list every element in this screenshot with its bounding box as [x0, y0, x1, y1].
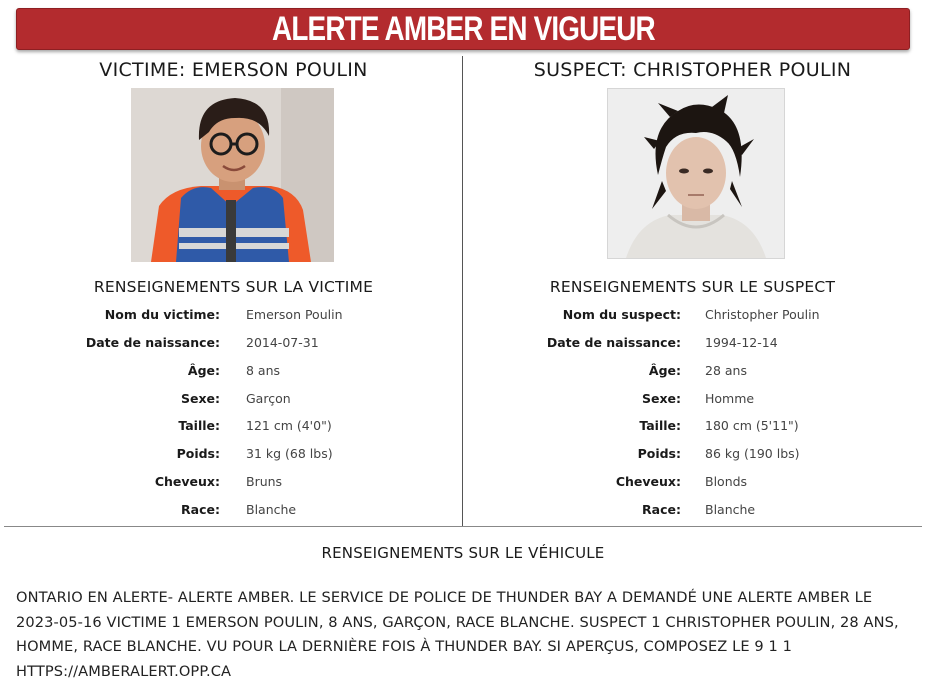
info-value: Emerson Poulin: [246, 307, 343, 322]
victim-row-race: [4, 502, 463, 522]
info-label: Race:: [642, 502, 681, 517]
alert-banner-title: ALERTE AMBER EN VIGUEUR: [271, 9, 655, 48]
info-label: Race:: [181, 502, 220, 517]
vehicle-info-title: RENSEIGNEMENTS SUR LE VÉHICULE: [321, 544, 605, 562]
info-value: 1994-12-14: [705, 335, 778, 350]
info-value: Blanche: [246, 502, 297, 517]
info-value: 31 kg (68 lbs): [246, 446, 333, 461]
info-label: Taille:: [639, 418, 681, 433]
info-label: Sexe:: [641, 391, 681, 406]
info-label: Sexe:: [180, 391, 220, 406]
info-value: 86 kg (190 lbs): [705, 446, 800, 461]
info-value: Homme: [705, 391, 755, 406]
victim-row-birthdate: [4, 335, 463, 355]
victim-row-hair: [4, 474, 463, 494]
info-label: Cheveux:: [615, 474, 681, 489]
alert-columns: [4, 56, 922, 527]
info-label: Nom du victime:: [104, 307, 220, 322]
victim-row-height: [4, 418, 463, 438]
suspect-row-name: [463, 307, 922, 327]
suspect-heading: SUSPECT: CHRISTOPHER POULIN: [533, 59, 852, 81]
info-label: Taille:: [178, 418, 220, 433]
victim-info-title: RENSEIGNEMENTS SUR LA VICTIME: [93, 278, 374, 296]
info-value: 2014-07-31: [246, 335, 319, 350]
victim-column: [4, 56, 463, 527]
info-value: 28 ans: [705, 363, 747, 378]
info-value: Blanche: [705, 502, 756, 517]
suspect-info-title: RENSEIGNEMENTS SUR LE SUSPECT: [549, 278, 836, 296]
section-divider: [4, 526, 922, 527]
suspect-column: [463, 56, 922, 527]
alert-banner: [16, 8, 910, 50]
info-label: Poids:: [176, 446, 220, 461]
victim-row-sex: [4, 391, 463, 411]
info-value: Garçon: [246, 391, 291, 406]
suspect-row-race: [463, 502, 922, 522]
info-label: Poids:: [637, 446, 681, 461]
info-value: Bruns: [246, 474, 283, 489]
victim-row-age: [4, 363, 463, 383]
suspect-row-weight: [463, 446, 922, 466]
info-label: Âge:: [187, 363, 220, 378]
info-label: Cheveux:: [154, 474, 220, 489]
suspect-row-height: [463, 418, 922, 438]
info-label: Nom du suspect:: [562, 307, 681, 322]
victim-heading: VICTIME: EMERSON POULIN: [99, 59, 368, 81]
info-label: Date de naissance:: [85, 335, 220, 350]
info-label: Âge:: [648, 363, 681, 378]
victim-photo: [131, 88, 334, 262]
info-value: Blonds: [705, 474, 748, 489]
info-value: 8 ans: [246, 363, 281, 378]
info-label: Date de naissance:: [546, 335, 681, 350]
victim-row-name: [4, 307, 463, 327]
info-value: 121 cm (4'0"): [246, 418, 332, 433]
suspect-row-age: [463, 363, 922, 383]
suspect-photo: [607, 88, 785, 259]
alert-message: ONTARIO EN ALERTE- ALERTE AMBER. LE SERVICE DE POLICE DE THUNDER BAY A DEMANDÉ UNE ALERTE AMBER LE 2023-05-16 VICTIME 1 EMERSON POULIN, 8 ANS, GARÇON, RACE BLANCHE. SUSPECT 1 CHRISTOPHER POULIN, 28 ANS, HOMME, RACE BLANCHE. VU POUR LA DERNIÈRE FOIS À THUNDER BAY. SI APERÇUS, COMPOSEZ LE 9 1 1 HTTPS://AMBERALERT.OPP.CA: [16, 589, 899, 680]
victim-row-weight: [4, 446, 463, 466]
info-value: 180 cm (5'11"): [705, 418, 799, 433]
suspect-row-birthdate: [463, 335, 922, 355]
info-value: Christopher Poulin: [705, 307, 820, 322]
suspect-row-sex: [463, 391, 922, 411]
suspect-row-hair: [463, 474, 922, 494]
